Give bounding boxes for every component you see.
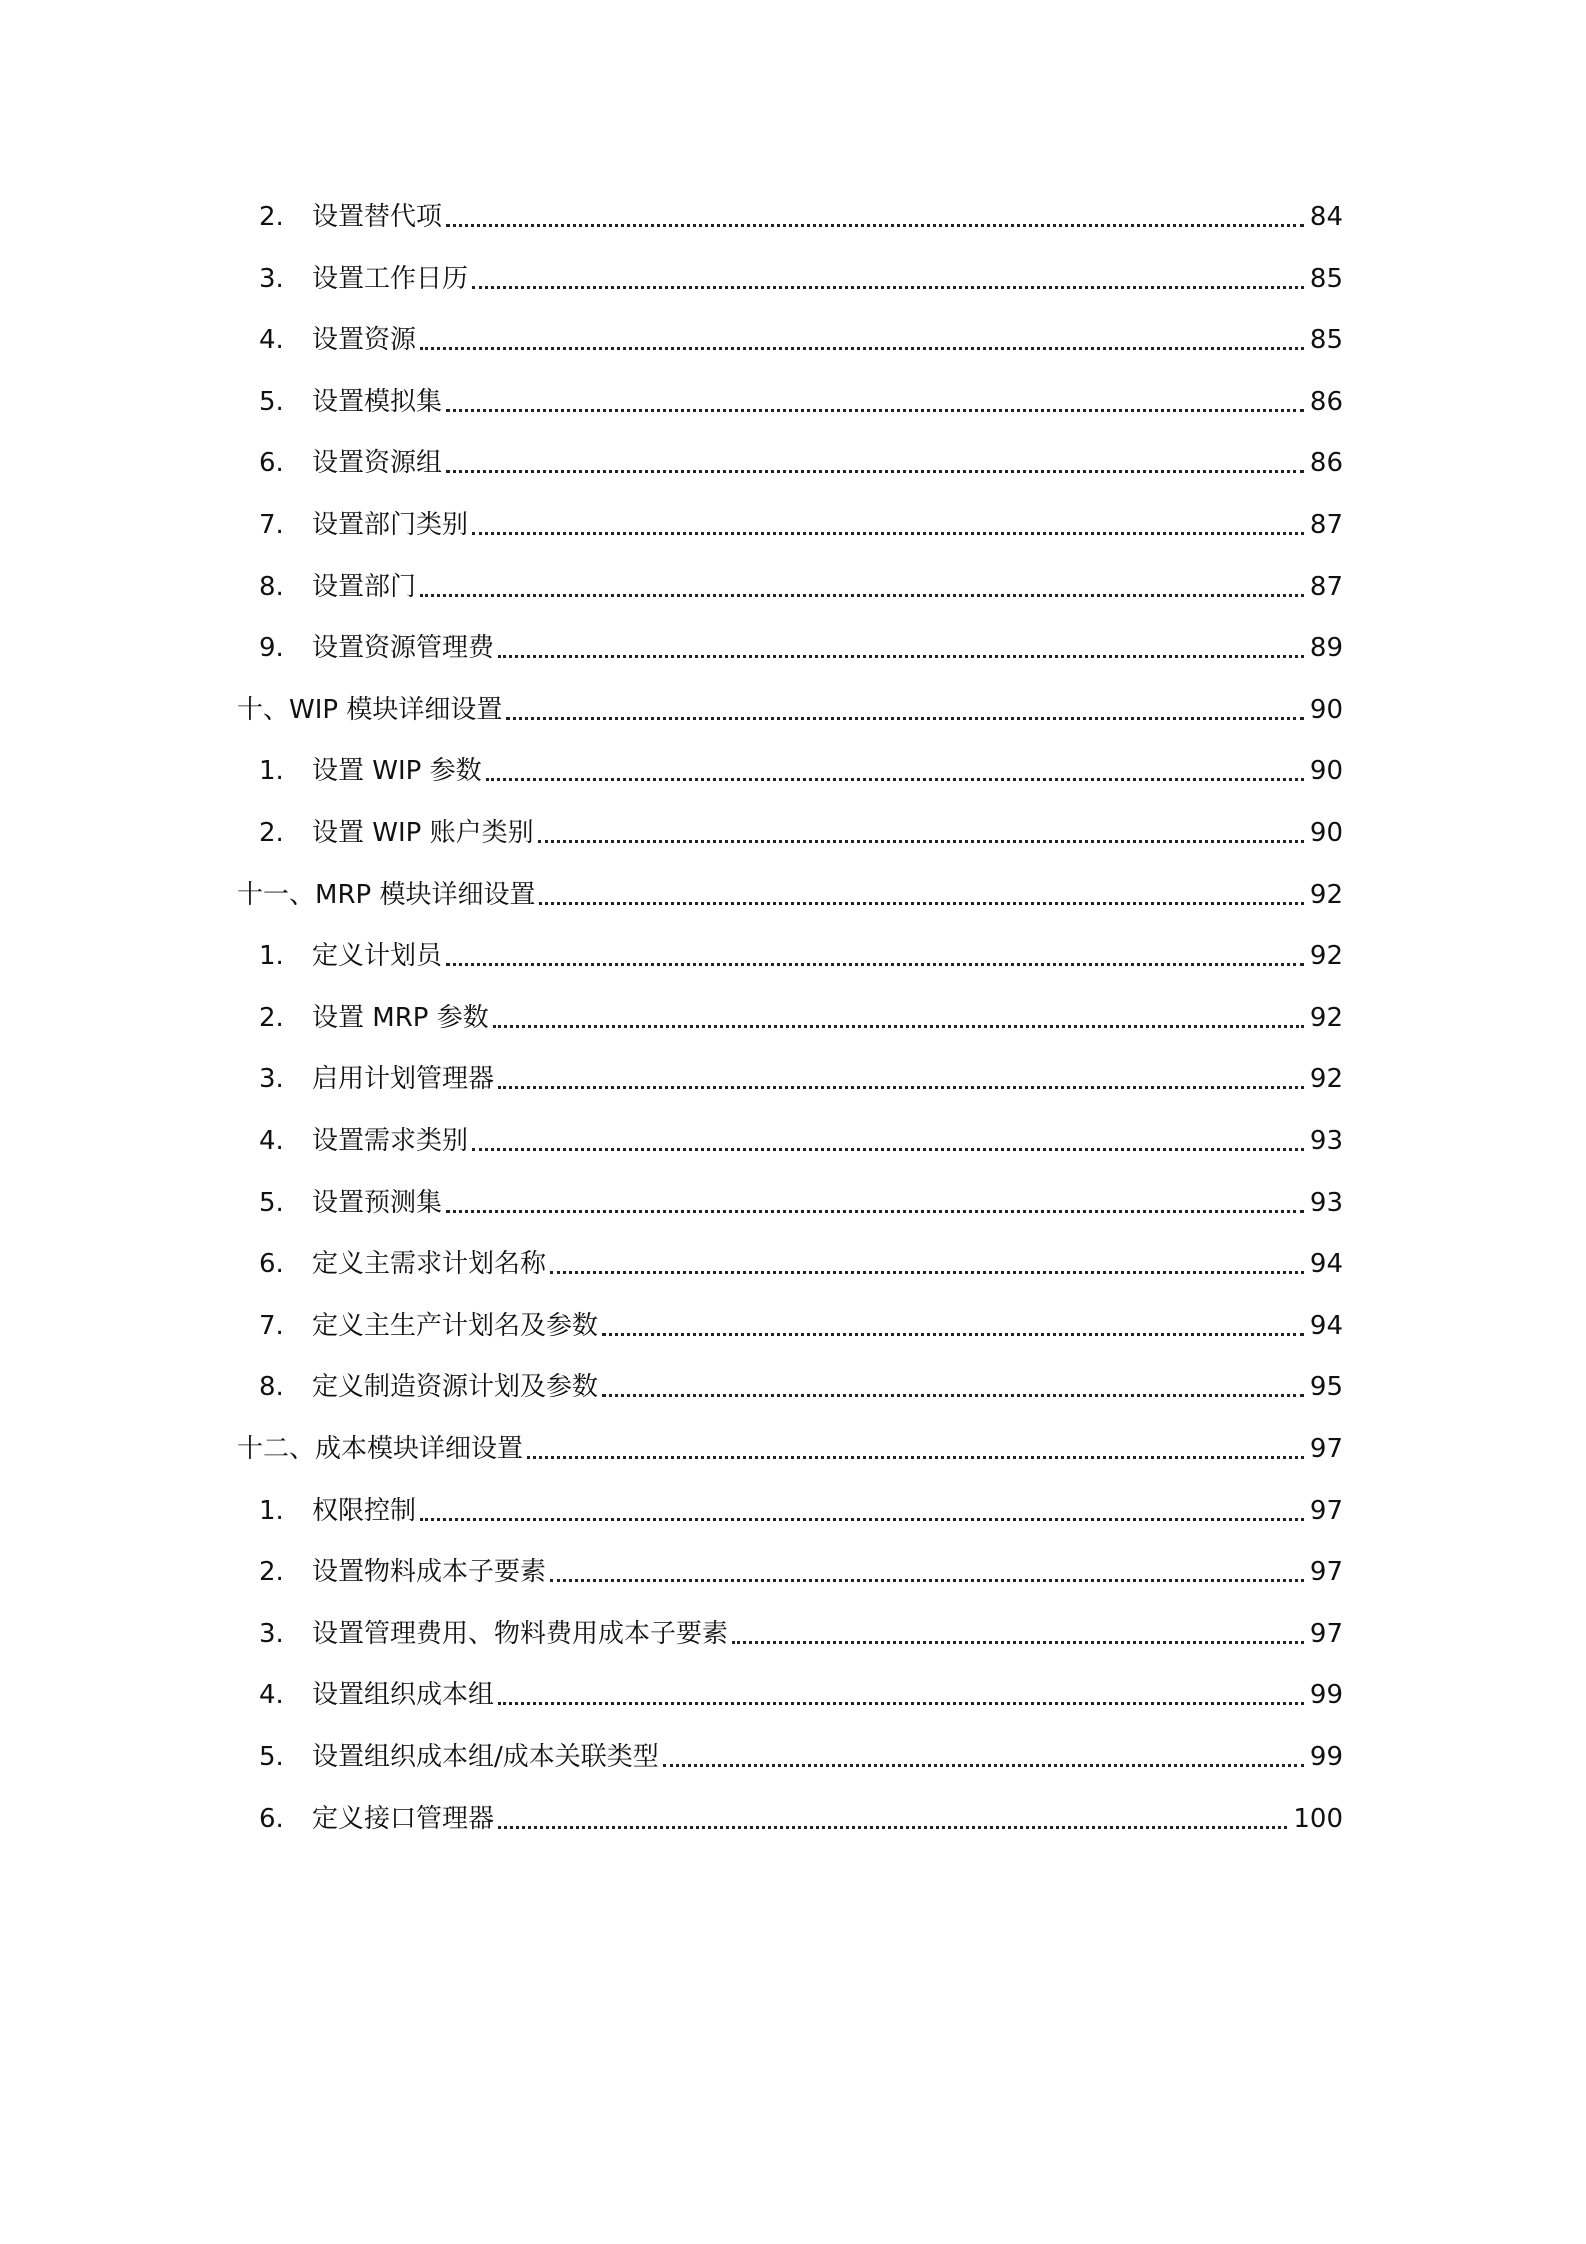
- dot-leader: [446, 409, 1304, 412]
- dot-leader: [550, 1271, 1304, 1274]
- dot-leader: [602, 1394, 1304, 1397]
- entry-number: 十、: [237, 694, 290, 725]
- toc-entry[interactable]: [237, 1737, 1343, 1777]
- entry-number: 7.: [259, 1310, 284, 1341]
- toc-entry[interactable]: [237, 259, 1343, 299]
- entry-number: 5.: [259, 386, 284, 417]
- dot-leader: [498, 655, 1304, 658]
- entry-title: 设置工作日历: [312, 263, 469, 294]
- dot-leader: [446, 963, 1304, 966]
- toc-entry[interactable]: [237, 1244, 1343, 1284]
- dot-leader: [498, 1086, 1304, 1089]
- toc-entry[interactable]: [237, 1491, 1343, 1531]
- entry-title: 设置组织成本组: [312, 1680, 495, 1711]
- entry-number: 8.: [259, 571, 284, 602]
- entry-title: 成本模块详细设置: [315, 1434, 524, 1464]
- dot-leader: [446, 470, 1304, 473]
- entry-page-number: 92: [1309, 1002, 1343, 1033]
- entry-title: 设置需求类别: [312, 1126, 469, 1156]
- toc-entry[interactable]: [237, 1614, 1343, 1654]
- entry-number: 十一、: [237, 879, 316, 910]
- entry-page-number: 94: [1309, 1310, 1343, 1341]
- entry-title: 定义制造资源计划及参数: [312, 1372, 599, 1403]
- entry-number: 8.: [259, 1372, 284, 1403]
- entry-page-number: 100: [1293, 1803, 1343, 1834]
- entry-title: 设置资源管理费: [312, 633, 495, 664]
- toc-entry[interactable]: [237, 998, 1343, 1038]
- dot-leader: [538, 840, 1304, 843]
- entry-page-number: 86: [1309, 386, 1343, 417]
- entry-page-number: 95: [1309, 1372, 1343, 1403]
- entry-number: 3.: [259, 1618, 284, 1649]
- toc-entry[interactable]: [237, 197, 1343, 237]
- entry-number: 7.: [259, 510, 284, 540]
- entry-page-number: 97: [1309, 1618, 1343, 1649]
- toc-chapter-entry[interactable]: [237, 875, 1343, 915]
- entry-page-number: 90: [1309, 818, 1343, 848]
- toc-entry[interactable]: [237, 1367, 1343, 1407]
- entry-page-number: 89: [1309, 633, 1343, 664]
- entry-page-number: 99: [1309, 1680, 1343, 1711]
- entry-page-number: 99: [1309, 1742, 1343, 1772]
- toc-entry[interactable]: [237, 1799, 1343, 1839]
- entry-page-number: 90: [1309, 756, 1343, 787]
- toc-entry[interactable]: [237, 382, 1343, 422]
- entry-title: 定义接口管理器: [312, 1803, 495, 1834]
- toc-entry[interactable]: [237, 1552, 1343, 1592]
- entry-title: 设置 WIP 账户类别: [312, 818, 534, 848]
- toc-entry[interactable]: [237, 1121, 1343, 1161]
- entry-number: 9.: [259, 633, 284, 664]
- entry-page-number: 84: [1309, 202, 1343, 232]
- entry-number: 2.: [259, 1002, 284, 1033]
- dot-leader: [539, 902, 1303, 905]
- entry-page-number: 93: [1309, 1187, 1343, 1218]
- entry-title: 设置物料成本子要素: [312, 1557, 547, 1588]
- toc-entry[interactable]: [237, 1675, 1343, 1715]
- dot-leader: [506, 717, 1304, 720]
- entry-title: 设置 WIP 参数: [312, 756, 482, 787]
- toc-entry[interactable]: [237, 567, 1343, 607]
- entry-title: 定义主需求计划名称: [312, 1249, 547, 1280]
- dot-leader: [498, 1826, 1287, 1829]
- entry-title: 设置替代项: [312, 202, 443, 232]
- dot-leader: [486, 778, 1304, 781]
- entry-page-number: 87: [1309, 571, 1343, 602]
- entry-page-number: 97: [1309, 1495, 1343, 1526]
- dot-leader: [602, 1333, 1304, 1336]
- toc-entry[interactable]: [237, 751, 1343, 791]
- entry-page-number: 92: [1309, 879, 1343, 910]
- dot-leader: [420, 1518, 1304, 1521]
- entry-title: 设置管理费用、物料费用成本子要素: [312, 1618, 729, 1649]
- entry-page-number: 94: [1309, 1249, 1343, 1280]
- dot-leader: [472, 1148, 1304, 1151]
- entry-number: 3.: [259, 1064, 284, 1095]
- dot-leader: [527, 1456, 1304, 1459]
- entry-number: 2.: [259, 202, 284, 232]
- toc-entry[interactable]: [237, 443, 1343, 483]
- dot-leader: [498, 1702, 1304, 1705]
- entry-number: 4.: [259, 1126, 284, 1156]
- dot-leader: [420, 347, 1304, 350]
- entry-number: 2.: [259, 818, 284, 848]
- toc-entry[interactable]: [237, 505, 1343, 545]
- entry-title: 设置 MRP 参数: [312, 1002, 489, 1033]
- entry-number: 3.: [259, 263, 284, 294]
- entry-page-number: 86: [1309, 448, 1343, 479]
- entry-page-number: 97: [1309, 1434, 1343, 1464]
- entry-page-number: 92: [1309, 941, 1343, 972]
- entry-title: 设置模拟集: [312, 386, 443, 417]
- entry-title: 设置资源组: [312, 448, 443, 479]
- entry-page-number: 85: [1309, 263, 1343, 294]
- dot-leader: [550, 1579, 1304, 1582]
- dot-leader: [663, 1764, 1304, 1767]
- entry-page-number: 90: [1309, 694, 1343, 725]
- dot-leader: [472, 286, 1304, 289]
- entry-title: MRP 模块详细设置: [315, 879, 536, 910]
- entry-title: 定义主生产计划名及参数: [312, 1310, 599, 1341]
- entry-title: 权限控制: [312, 1495, 417, 1526]
- entry-title: 设置资源: [312, 325, 417, 356]
- entry-title: 定义计划员: [312, 941, 443, 972]
- entry-page-number: 97: [1309, 1557, 1343, 1588]
- toc-entry[interactable]: [237, 813, 1343, 853]
- entry-number: 十二、: [237, 1434, 316, 1464]
- entry-number: 4.: [259, 325, 284, 356]
- entry-page-number: 93: [1309, 1126, 1343, 1156]
- dot-leader: [420, 594, 1304, 597]
- toc-chapter-entry[interactable]: [237, 1429, 1343, 1469]
- entry-number: 2.: [259, 1557, 284, 1588]
- entry-title: 设置部门: [312, 571, 417, 602]
- entry-number: 6.: [259, 448, 284, 479]
- entry-title: WIP 模块详细设置: [289, 694, 503, 725]
- entry-title: 启用计划管理器: [312, 1064, 495, 1095]
- entry-number: 1.: [259, 756, 284, 787]
- entry-title: 设置组织成本组/成本关联类型: [312, 1742, 659, 1772]
- entry-page-number: 85: [1309, 325, 1343, 356]
- toc-entry[interactable]: [237, 936, 1343, 976]
- dot-leader: [446, 1210, 1304, 1213]
- entry-number: 1.: [259, 1495, 284, 1526]
- entry-number: 6.: [259, 1803, 284, 1834]
- toc-chapter-entry[interactable]: [237, 690, 1343, 730]
- dot-leader: [472, 532, 1304, 535]
- entry-number: 5.: [259, 1742, 284, 1772]
- entry-number: 1.: [259, 941, 284, 972]
- entry-number: 5.: [259, 1187, 284, 1218]
- toc-entry[interactable]: [237, 628, 1343, 668]
- toc-entry[interactable]: [237, 320, 1343, 360]
- dot-leader: [493, 1025, 1304, 1028]
- toc-entry[interactable]: [237, 1183, 1343, 1223]
- entry-number: 6.: [259, 1249, 284, 1280]
- dot-leader: [732, 1641, 1304, 1644]
- entry-title: 设置部门类别: [312, 510, 469, 540]
- entry-number: 4.: [259, 1680, 284, 1711]
- dot-leader: [446, 224, 1304, 227]
- entry-page-number: 92: [1309, 1064, 1343, 1095]
- toc-entry[interactable]: [237, 1059, 1343, 1099]
- toc-entry[interactable]: [237, 1306, 1343, 1346]
- entry-page-number: 87: [1309, 510, 1343, 540]
- entry-title: 设置预测集: [312, 1187, 443, 1218]
